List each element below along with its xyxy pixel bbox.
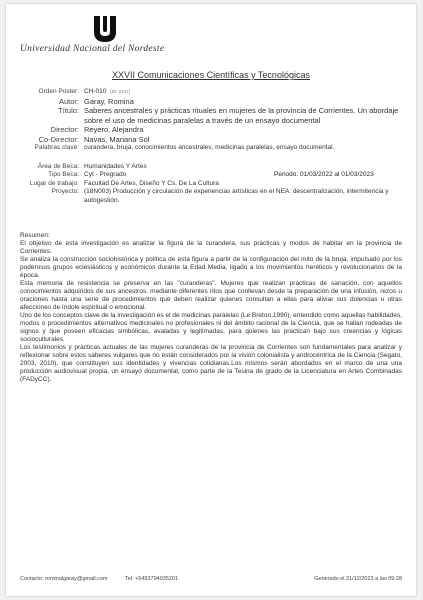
meta-row-palabras-clave bbox=[6, 144, 416, 153]
meta-row-director bbox=[6, 125, 416, 135]
meta-label: Proyecto: bbox=[51, 188, 79, 195]
poster-id: [ID: 2247] bbox=[110, 89, 130, 94]
university-logo-icon bbox=[92, 14, 118, 44]
meta-row-autor bbox=[6, 97, 416, 107]
generated-timestamp: Generado el 21/12/2023 a las 09:28 bbox=[314, 576, 402, 582]
spacer bbox=[6, 153, 416, 163]
meta-value: Navas, Mariana Sol bbox=[84, 134, 150, 144]
meta-value: Saberes ancestrales y prácticas rituales en mujeres de la provincia de Corrientes. Un abordaje sobre el uso de medicinas paralelas a través de un ensayo documental bbox=[84, 106, 399, 125]
event-title: XXVII Comunicaciones Científicas y Tecnológicas bbox=[112, 70, 310, 80]
meta-value-wrap bbox=[84, 88, 404, 97]
meta-value: Reyero, Alejandra bbox=[84, 125, 144, 134]
meta-row-orden-poster bbox=[6, 88, 416, 97]
meta-value: Cyt - Pregrado bbox=[84, 171, 127, 178]
metadata-block bbox=[6, 88, 416, 205]
meta-row-proyecto bbox=[6, 188, 416, 205]
meta-value: CH-010 bbox=[84, 88, 107, 95]
period-value: 01/03/2022 al 01/03/2023 bbox=[300, 171, 374, 178]
meta-value: curandera, bruja, conocimientos ancestrales, medicinas paralelas, ensayo documental. bbox=[84, 144, 335, 151]
meta-value: Garay, Romina bbox=[84, 96, 134, 106]
meta-row-co-director bbox=[6, 135, 416, 145]
university-name: Universidad Nacional del Nordeste bbox=[20, 44, 165, 54]
meta-label: Área de Beca: bbox=[37, 162, 79, 170]
contact-phone: Tel: +5493794035201 bbox=[125, 576, 179, 582]
abstract-paragraph: Los testimonios y prácticas actuales de las mujeres curanderas de la provincia de Corrientes son fundamentales para analizar y reflexionar sobre estos saberes vulgares que no están considerados por la visión colonialista y androcéntrica de la Ciencia (Segato, 2003, 2010), que constituyen sus identidades y vivencias cotidianas.Los mismos serán abordados en el marco de una una producción audiovisual propia, un ensayo documental, como parte de la Tesina de grado de la Licenciatura en Artes Combinadas (FADyCC). bbox=[20, 344, 402, 383]
meta-value: (18N003) Producción y circulación de experiencias artísticas en el NEA: descentralización, intermitencia y autogestión. bbox=[84, 188, 389, 204]
period-group bbox=[274, 171, 374, 180]
meta-value: Humanidades Y Artes bbox=[84, 162, 147, 170]
abstract-heading: Resumen: bbox=[20, 232, 50, 239]
meta-row-area-beca bbox=[6, 163, 416, 172]
abstract-paragraph: El objetivo de esta investigación es analizar la figura de la curandera, sus prácticas y modos de habitar en la provincia de Corrientes. bbox=[20, 240, 402, 255]
abstract-section bbox=[20, 232, 402, 384]
abstract-paragraph: Uno de los conceptos clave de la investigación es el de medicinas paralelas (Le Breton,1990), entendido como aquellas habilidades, modos o procedimientos alternativos medicinales no profesionales ni del ámbito racional de la Ciencia, que se hallan rodeadas de signos y que poseen eficacias simbólicas, avaladas y legitimadas, para quienes las practican bajo sus creencias y lógicas socioculturales. bbox=[20, 312, 402, 343]
meta-value: Facultad De Artes, Diseño Y Cs. De La Cultura bbox=[84, 179, 219, 187]
meta-label: Director: bbox=[50, 125, 79, 134]
meta-label: Orden Poster: bbox=[38, 88, 79, 95]
meta-label: Co-Director: bbox=[38, 134, 79, 144]
abstract-paragraph: Esta memoria de resistencia se preserva en las "curanderas". Mujeres que realizan prácticas de sanación, con aquellos conocimientos adquiridos de sus ancestros, mediante diferentes ritos que conllevan desde la preparación de una infusión, rezos u oraciones hasta una serie de procedimientos que deben realizar quienes consultan a ellas para aliviar sus dolencias u otras afecciones de índole espiritual o emocional. bbox=[20, 280, 402, 311]
meta-label: Autor: bbox=[58, 96, 79, 106]
meta-row-tipo-beca bbox=[6, 171, 416, 180]
meta-row-titulo bbox=[6, 106, 416, 125]
abstract-paragraph: Se analiza la construcción sociohistórica y política de esta figura a partir de la configuración del mito de la bruja, impulsado por los poderosos grupos eclesiásticos y económicos durante la Edad Media, ligado a los movimientos heréticos y revolucionarios de la época. bbox=[20, 256, 402, 279]
meta-label: Palabras clave: bbox=[34, 144, 79, 151]
period-label: Periodo: bbox=[274, 171, 299, 178]
meta-label: Lugar de trabajo: bbox=[29, 179, 79, 187]
contact-email: Contacto: rominalgaray@gmail.com bbox=[20, 576, 108, 582]
meta-label: Tipo Beca: bbox=[48, 171, 79, 178]
meta-row-lugar-trabajo bbox=[6, 180, 416, 189]
document-page bbox=[6, 4, 416, 596]
meta-label: Título: bbox=[58, 106, 79, 115]
